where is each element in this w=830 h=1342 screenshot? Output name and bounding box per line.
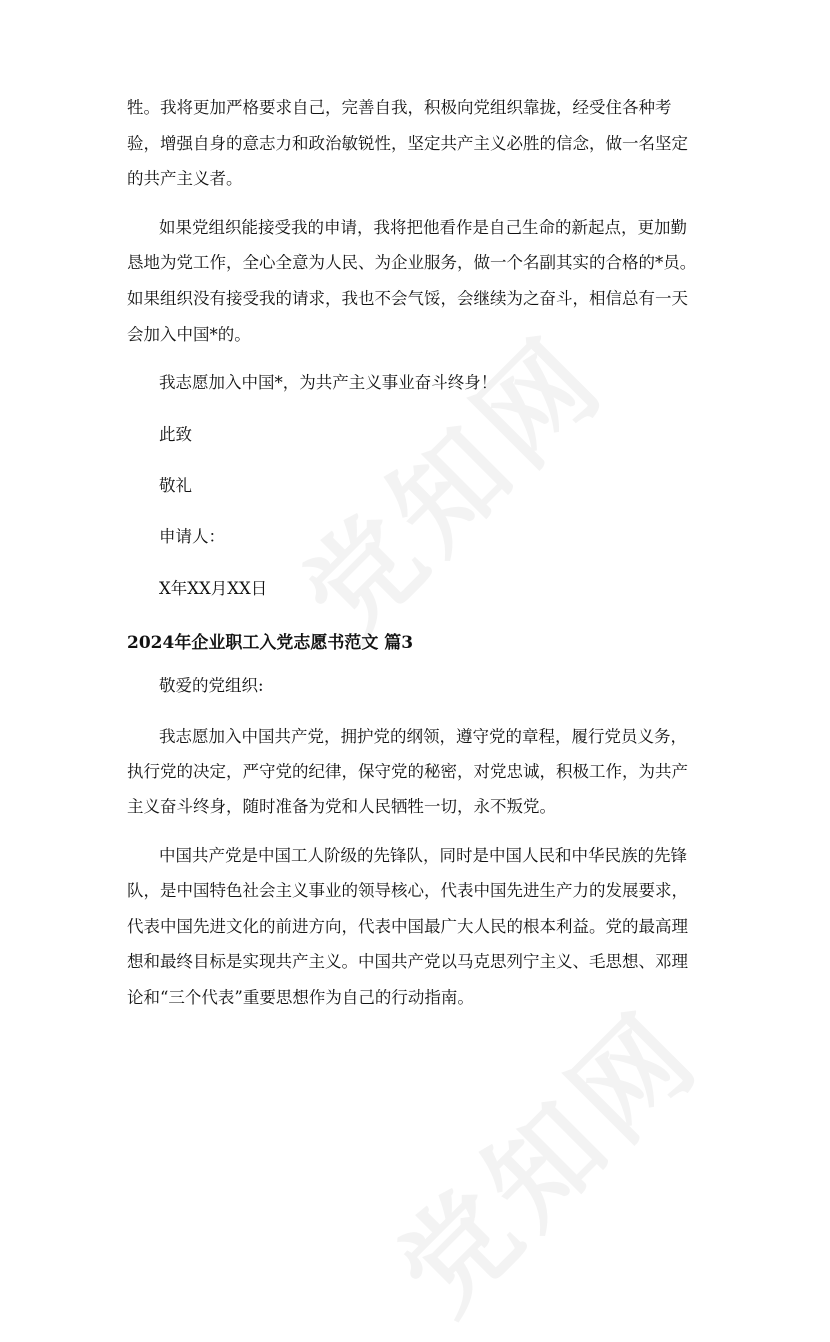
paragraph-line: 如果组织没有接受我的请求，我也不会气馁，会继续为之奋斗，相信总有一天 — [127, 289, 688, 308]
closing-jingli: 敬礼 — [159, 476, 192, 495]
closing-cizhi: 此致 — [159, 425, 192, 444]
paragraph-line: 队，是中国特色社会主义事业的领导核心，代表中国先进生产力的发展要求， — [127, 881, 688, 900]
paragraph-line: 执行党的决定，严守党的纪律，保守党的秘密，对党忠诚，积极工作，为共产 — [127, 762, 688, 781]
paragraph-line: 我志愿加入中国共产党，拥护党的纲领，遵守党的章程，履行党员义务， — [159, 727, 687, 746]
paragraph-line: 会加入中国*的。 — [127, 325, 251, 344]
paragraph-line: 牲。我将更加严格要求自己，完善自我，积极向党组织靠拢，经受住各种考 — [127, 98, 672, 117]
applicant-label: 申请人： — [159, 527, 225, 546]
paragraph-line: 主义奋斗终身，随时准备为党和人民牺牲一切，永不叛党。 — [127, 797, 556, 816]
salutation: 敬爱的党组织: — [159, 676, 264, 695]
paragraph-line: 如果党组织能接受我的申请，我将把他看作是自己生命的新起点，更加勤 — [159, 218, 687, 237]
watermark — [357, 969, 730, 1342]
paragraph-line: 代表中国先进文化的前进方向，代表中国最广大人民的根本利益。党的最高理 — [127, 917, 688, 936]
watermark — [262, 294, 635, 667]
paragraph-line: 验，增强自身的意志力和政治敏锐性，坚定共产主义必胜的信念，做一名坚定 — [127, 134, 688, 153]
date-line: X年XX月XX日 — [159, 579, 268, 598]
section-title: 2024年企业职工入党志愿书范文 篇3 — [127, 633, 414, 653]
vow-line: 我志愿加入中国*，为共产主义事业奋斗终身！ — [159, 373, 498, 392]
paragraph-line: 恳地为党工作，全心全意为人民、为企业服务，做一个名副其实的合格的*员。 — [127, 253, 697, 272]
paragraph-line: 论和“三个代表”重要思想作为自己的行动指南。 — [127, 988, 474, 1007]
paragraph-line: 的共产主义者。 — [127, 169, 243, 188]
paragraph-line: 中国共产党是中国工人阶级的先锋队，同时是中国人民和中华民族的先锋 — [159, 846, 687, 865]
paragraph-line: 想和最终目标是实现共产主义。中国共产党以马克思列宁主义、毛思想、邓理 — [127, 952, 688, 971]
